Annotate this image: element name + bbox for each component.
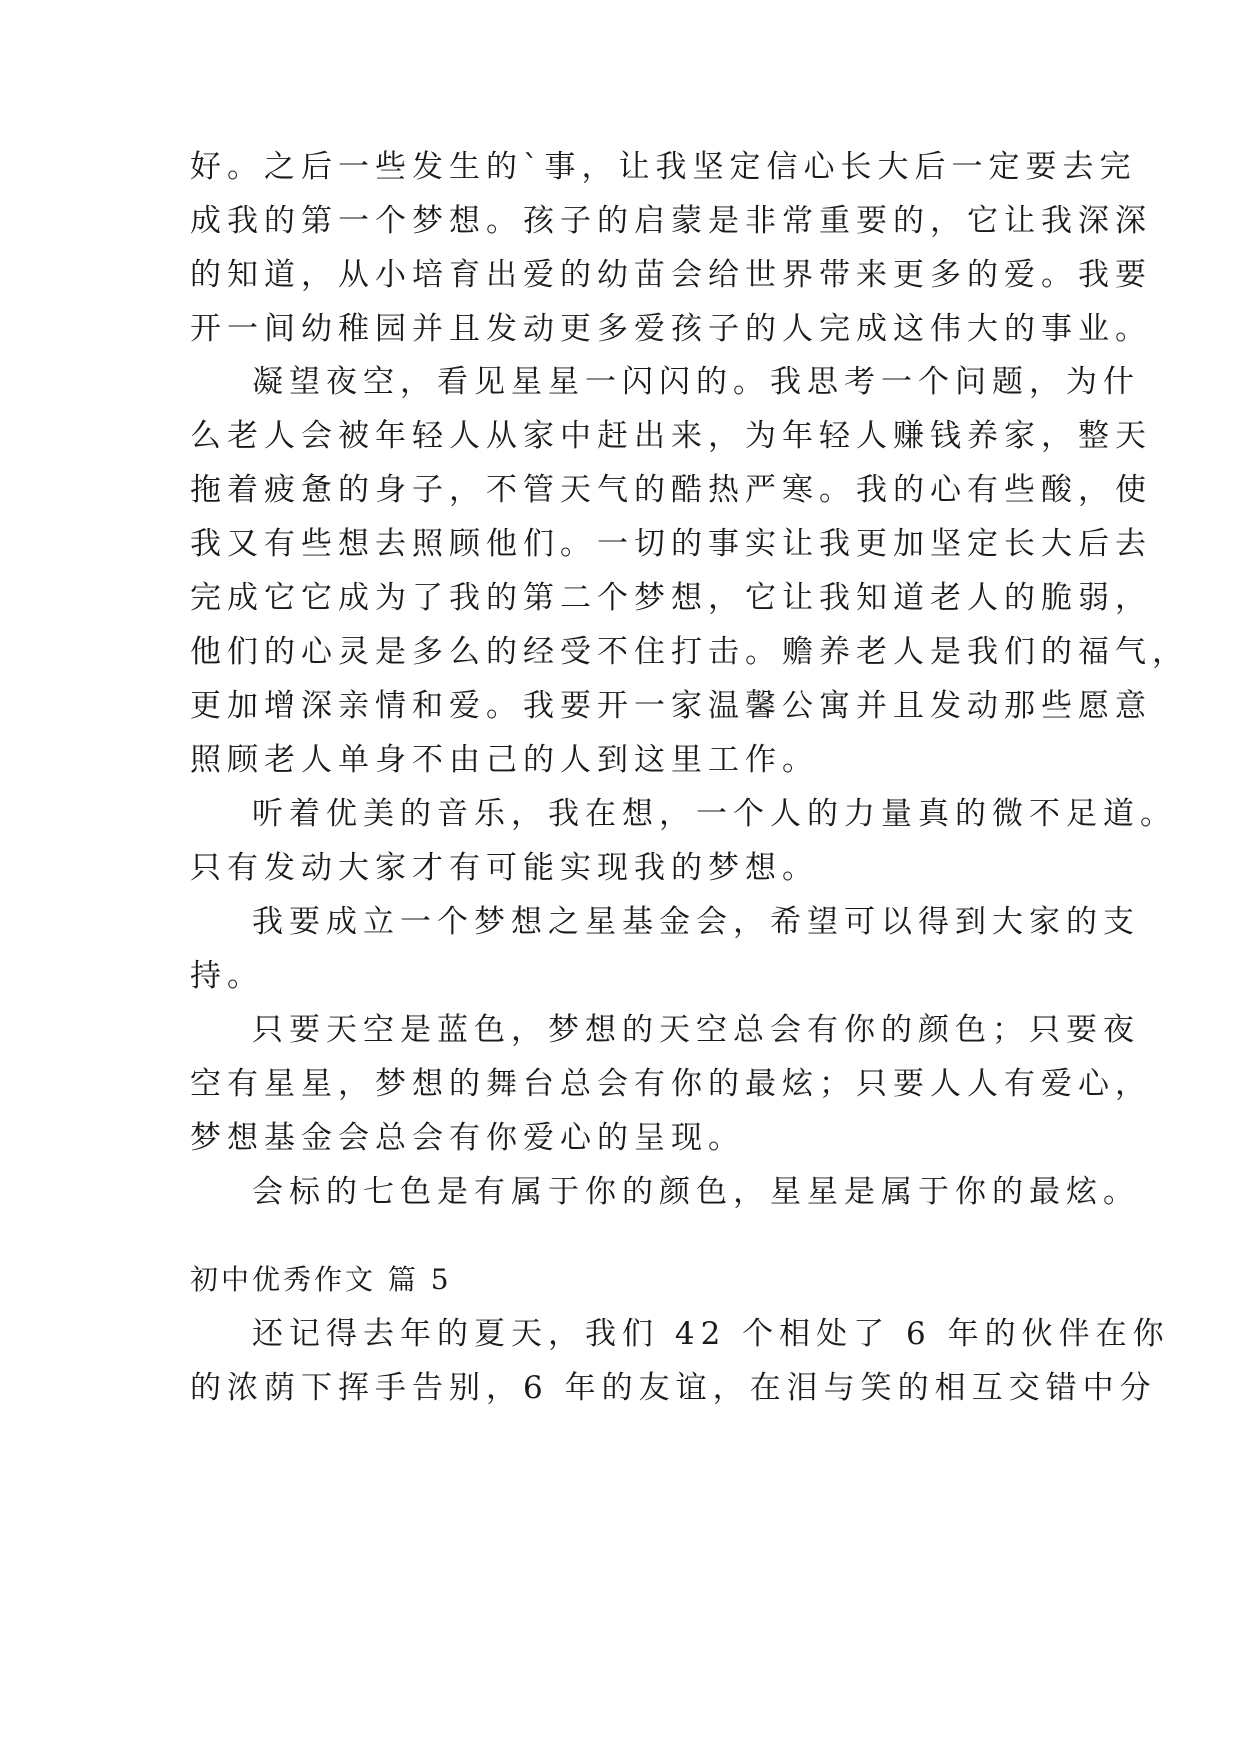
text-line: 凝望夜空，看见星星一闪闪的。我思考一个问题，为什	[252, 364, 1140, 400]
text-line: 照顾老人单身不由己的人到这里工作。	[190, 742, 819, 778]
text-line: 他们的心灵是多么的经受不住打击。赡养老人是我们的福气，	[190, 634, 1189, 670]
text-line: 的知道，从小培育出爱的幼苗会给世界带来更多的爱。我要	[190, 257, 1152, 293]
text-line: 还记得去年的夏天，我们 42 个相处了 6 年的伙伴在你	[252, 1316, 1170, 1352]
text-line: 的浓荫下挥手告别，6 年的友谊，在泪与笑的相互交错中分	[190, 1370, 1157, 1406]
text-line: 更加增深亲情和爱。我要开一家温馨公寓并且发动那些愿意	[190, 688, 1152, 724]
text-line: 成我的第一个梦想。孩子的启蒙是非常重要的，它让我深深	[190, 203, 1152, 239]
text-line: 完成它它成为了我的第二个梦想，它让我知道老人的脆弱，	[190, 580, 1152, 616]
section-heading: 初中优秀作文 篇 5	[190, 1263, 452, 1296]
text-line: 空有星星，梦想的舞台总会有你的最炫；只要人人有爱心，	[190, 1066, 1152, 1102]
text-line: 我要成立一个梦想之星基金会，希望可以得到大家的支	[252, 904, 1140, 940]
text-line: 好。之后一些发生的`事，让我坚定信心长大后一定要去完	[190, 149, 1137, 185]
text-line: 拖着疲惫的身子，不管天气的酷热严寒。我的心有些酸，使	[190, 472, 1152, 508]
text-line: 会标的七色是有属于你的颜色，星星是属于你的最炫。	[252, 1174, 1140, 1210]
text-line: 听着优美的音乐，我在想，一个人的力量真的微不足道。	[252, 796, 1177, 832]
text-line: 持。	[190, 958, 264, 994]
text-line: 只要天空是蓝色，梦想的天空总会有你的颜色；只要夜	[252, 1012, 1140, 1048]
text-line: 梦想基金会总会有你爱心的呈现。	[190, 1120, 745, 1156]
text-line: 开一间幼稚园并且发动更多爱孩子的人完成这伟大的事业。	[190, 311, 1152, 347]
text-line: 么老人会被年轻人从家中赶出来，为年轻人赚钱养家，整天	[190, 418, 1152, 454]
text-line: 我又有些想去照顾他们。一切的事实让我更加坚定长大后去	[190, 526, 1152, 562]
text-line: 只有发动大家才有可能实现我的梦想。	[190, 850, 819, 886]
